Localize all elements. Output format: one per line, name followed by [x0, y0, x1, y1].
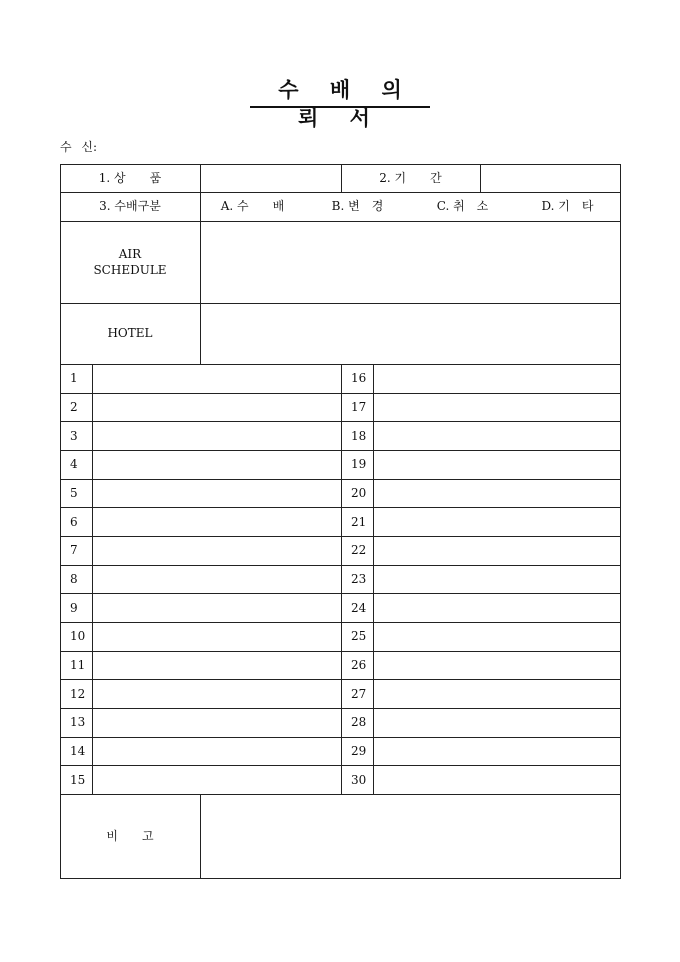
document-title: 수 배 의 뢰 서 — [278, 77, 414, 130]
table-left-border — [60, 164, 61, 879]
row-number: 23 — [351, 571, 367, 586]
grid-line — [480, 164, 481, 193]
row-number: 20 — [351, 485, 367, 500]
row-entry-field[interactable] — [92, 708, 341, 737]
row-entry-field[interactable] — [92, 765, 341, 794]
recipient-label-part-2: 신: — [81, 140, 98, 154]
recipient-label-part-1: 수 — [60, 140, 78, 154]
row-number: 13 — [70, 715, 86, 730]
row-entry-field[interactable] — [92, 421, 341, 450]
recipient-label — [60, 139, 97, 155]
row-entry-field[interactable] — [373, 479, 620, 508]
table-bottom-border — [60, 878, 621, 879]
row-number: 29 — [351, 743, 367, 758]
air-schedule-label-line-1: AIR — [118, 246, 142, 261]
table-right-border — [620, 164, 621, 879]
title-underline — [250, 106, 430, 108]
period-field[interactable] — [480, 164, 620, 192]
row-entry-field[interactable] — [373, 593, 620, 622]
row-number: 6 — [70, 514, 78, 529]
row-entry-field[interactable] — [92, 565, 341, 594]
product-label: 1. 상 품 — [98, 170, 162, 185]
row-entry-field[interactable] — [373, 393, 620, 422]
row-number: 14 — [70, 743, 86, 758]
period-label: 2. 기 간 — [379, 170, 442, 185]
row-number: 7 — [70, 543, 78, 558]
row-number: 19 — [351, 457, 367, 472]
type-option-other[interactable]: D. 기 타 — [541, 199, 594, 214]
row-number: 25 — [351, 629, 367, 644]
row-entry-field[interactable] — [373, 536, 620, 565]
row-entry-field[interactable] — [373, 622, 620, 651]
grid-line — [60, 221, 621, 222]
grid-line — [373, 364, 374, 795]
row-number: 8 — [70, 571, 78, 586]
row-number: 15 — [70, 772, 86, 787]
row-entry-field[interactable] — [373, 765, 620, 794]
type-option-arrange[interactable]: A. 수 배 — [220, 199, 285, 214]
row-entry-field[interactable] — [373, 708, 620, 737]
row-entry-field[interactable] — [373, 421, 620, 450]
row-number: 30 — [351, 772, 367, 787]
arrangement-type-label: 3. 수배구분 — [99, 199, 161, 214]
grid-line — [200, 221, 201, 365]
row-number: 17 — [351, 399, 367, 414]
hotel-field[interactable] — [200, 303, 620, 364]
row-number: 26 — [351, 657, 367, 672]
remarks-label: 비 고 — [106, 828, 154, 843]
grid-line — [92, 364, 93, 795]
remarks-field[interactable] — [200, 794, 620, 878]
row-entry-field[interactable] — [92, 593, 341, 622]
grid-line — [200, 164, 201, 222]
row-number: 22 — [351, 543, 367, 558]
grid-line — [60, 303, 621, 304]
row-number: 1 — [70, 371, 78, 386]
product-field[interactable] — [200, 164, 341, 192]
row-number: 21 — [351, 514, 367, 529]
row-entry-field[interactable] — [92, 536, 341, 565]
row-entry-field[interactable] — [92, 450, 341, 479]
row-number: 4 — [70, 457, 78, 472]
air-schedule-label — [60, 221, 200, 303]
row-entry-field[interactable] — [92, 479, 341, 508]
row-entry-field[interactable] — [373, 364, 620, 393]
row-number: 27 — [351, 686, 367, 701]
row-entry-field[interactable] — [92, 507, 341, 536]
row-number: 12 — [70, 686, 86, 701]
row-entry-field[interactable] — [373, 737, 620, 766]
air-schedule-label-line-2: SCHEDULE — [93, 263, 167, 277]
row-number: 9 — [70, 600, 78, 615]
row-number: 5 — [70, 485, 78, 500]
row-entry-field[interactable] — [92, 622, 341, 651]
row-number: 16 — [351, 371, 367, 386]
row-entry-field[interactable] — [92, 737, 341, 766]
row-entry-field[interactable] — [373, 679, 620, 708]
row-number: 10 — [70, 629, 86, 644]
grid-line — [341, 164, 342, 193]
row-entry-field[interactable] — [373, 651, 620, 680]
type-option-change[interactable]: B. 변 경 — [331, 199, 384, 214]
row-number: 24 — [351, 600, 367, 615]
row-number: 3 — [70, 428, 78, 443]
row-entry-field[interactable] — [373, 507, 620, 536]
air-schedule-field[interactable] — [200, 221, 620, 303]
row-entry-field[interactable] — [373, 565, 620, 594]
type-option-cancel[interactable]: C. 취 소 — [436, 199, 489, 214]
row-entry-field[interactable] — [92, 651, 341, 680]
row-number: 2 — [70, 399, 78, 414]
row-number: 18 — [351, 428, 367, 443]
row-entry-field[interactable] — [92, 679, 341, 708]
hotel-label: HOTEL — [107, 326, 153, 341]
grid-line — [341, 364, 342, 795]
row-number: 11 — [70, 657, 86, 672]
row-entry-field[interactable] — [92, 393, 341, 422]
row-number: 28 — [351, 715, 367, 730]
row-entry-field[interactable] — [373, 450, 620, 479]
grid-line — [200, 794, 201, 879]
row-entry-field[interactable] — [92, 364, 341, 393]
